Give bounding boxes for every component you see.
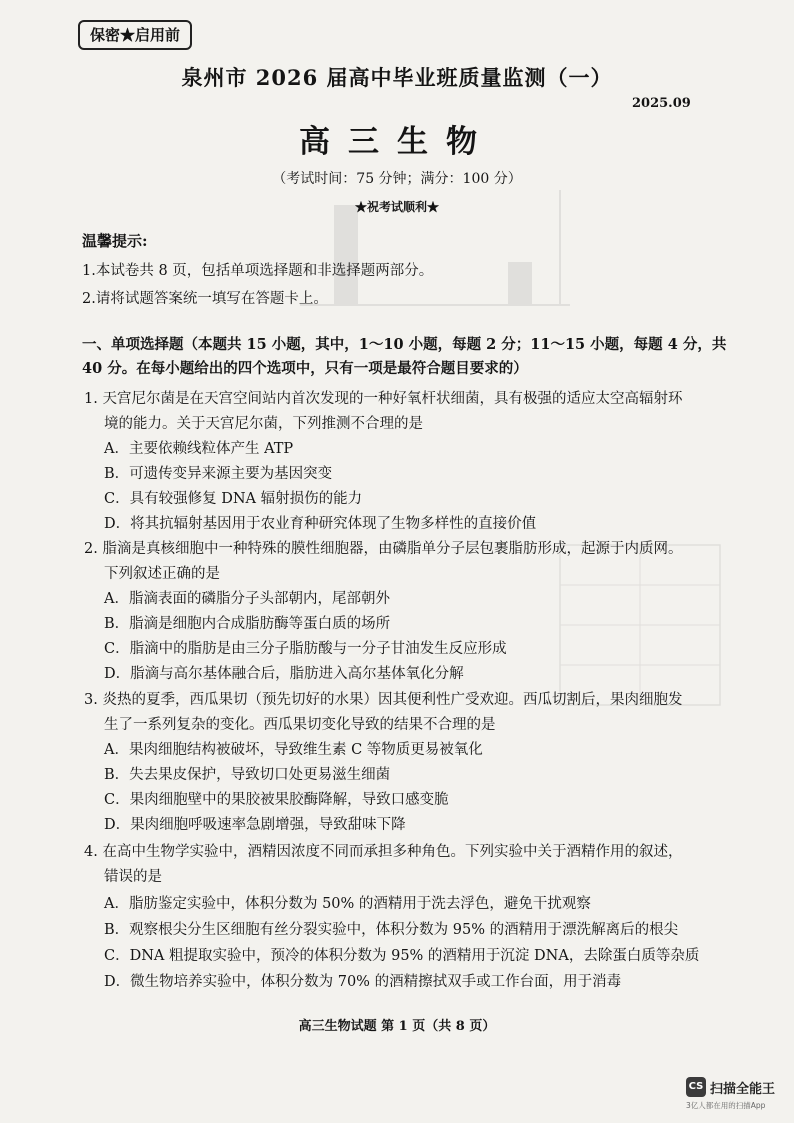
question-stem: 下列叙述正确的是 — [104, 566, 220, 582]
answer-option: A．脂肪鉴定实验中，体积分数为 50% 的酒精用于洗去浮色，避免干扰观察 — [104, 896, 591, 912]
question-stem: 1. 天宫尼尔菌是在天宫空间站内首次发现的一种好氧杆状细菌，具有极强的适应太空高辐射环 — [84, 391, 683, 407]
answer-option: A．主要依赖线粒体产生 ATP — [104, 441, 294, 457]
answer-option: C．具有较强修复 DNA 辐射损伤的能力 — [104, 491, 363, 507]
answer-option: D．脂滴与高尔基体融合后，脂肪进入高尔基体氧化分解 — [104, 666, 464, 682]
question-stem: 生了一系列复杂的变化。西瓜果切变化导致的结果不合理的是 — [104, 717, 496, 733]
answer-option: D．果肉细胞呼吸速率急剧增强，导致甜味下降 — [104, 817, 406, 833]
exam-title: 泉州市 2026 届高中毕业班质量监测（一） — [181, 65, 613, 90]
tip-item: 1.本试卷共 8 页，包括单项选择题和非选择题两部分。 — [82, 263, 434, 279]
section-heading: 40 分。在每小题给出的四个选项中，只有一项是最符合题目要求的） — [82, 360, 528, 377]
answer-option: B．可遗传变异来源主要为基因突变 — [104, 466, 333, 482]
answer-option: B．脂滴是细胞内合成脂肪酶等蛋白质的场所 — [104, 616, 391, 632]
answer-option: C．DNA 粗提取实验中，预冷的体积分数为 95% 的酒精用于沉淀 DNA，去除蛋白质等杂质 — [104, 948, 700, 964]
page-footer: 高三生物试题 第 1 页（共 8 页） — [298, 1019, 496, 1034]
answer-option: A．果肉细胞结构被破坏，导致维生素 C 等物质更易被氧化 — [104, 742, 483, 758]
answer-option: D．将其抗辐射基因用于农业育种研究体现了生物多样性的直接价值 — [104, 516, 537, 532]
exam-date: 2025.09 — [632, 96, 691, 111]
answer-option: A．脂滴表面的磷脂分子头部朝内，尾部朝外 — [104, 591, 390, 607]
answer-option: B．观察根尖分生区细胞有丝分裂实验中，体积分数为 95% 的酒精用于漂洗解离后的根尖 — [104, 922, 679, 938]
subject-title: 高三生物 — [299, 124, 495, 160]
answer-option: C．果肉细胞壁中的果胶被果胶酶降解，导致口感变脆 — [104, 792, 449, 808]
question-stem: 3. 炎热的夏季，西瓜果切（预先切好的水果）因其便利性广受欢迎。西瓜切割后，果肉细胞发 — [84, 692, 683, 708]
scanner-logo-icon: CS — [686, 1077, 706, 1097]
tip-item: 2.请将试题答案统一填写在答题卡上。 — [82, 291, 328, 307]
answer-option: B．失去果皮保护，导致切口处更易滋生细菌 — [104, 767, 391, 783]
question-stem: 2. 脂滴是真核细胞中一种特殊的膜性细胞器，由磷脂单分子层包裹脂肪形成，起源于内质网。 — [84, 541, 683, 557]
tips-title: 温馨提示: — [82, 232, 148, 250]
question-stem: 错误的是 — [104, 869, 162, 885]
question-stem: 4. 在高中生物学实验中，酒精因浓度不同而承担多种角色。下列实验中关于酒精作用的叙述， — [84, 844, 683, 860]
scanner-tagline: 3亿人都在用的扫描App — [686, 1101, 766, 1110]
exam-info: （考试时间：75 分钟；满分：100 分） — [272, 171, 522, 187]
confidential-stamp: 保密★启用前 — [78, 20, 192, 50]
question-stem: 境的能力。关于天宫尼尔菌，下列推测不合理的是 — [104, 416, 423, 432]
scanner-app-name: 扫描全能王 — [710, 1082, 776, 1097]
answer-option: C．脂滴中的脂肪是由三分子脂肪酸与一分子甘油发生反应形成 — [104, 641, 507, 657]
answer-option: D．微生物培养实验中，体积分数为 70% 的酒精擦拭双手或工作台面，用于消毒 — [104, 974, 622, 990]
section-heading: 一、单项选择题（本题共 15 小题，其中，1～10 小题，每题 2 分；11～15 小题，每题 4 分，共 — [82, 336, 727, 353]
good-luck-note: ★祝考试顺利★ — [354, 200, 439, 214]
